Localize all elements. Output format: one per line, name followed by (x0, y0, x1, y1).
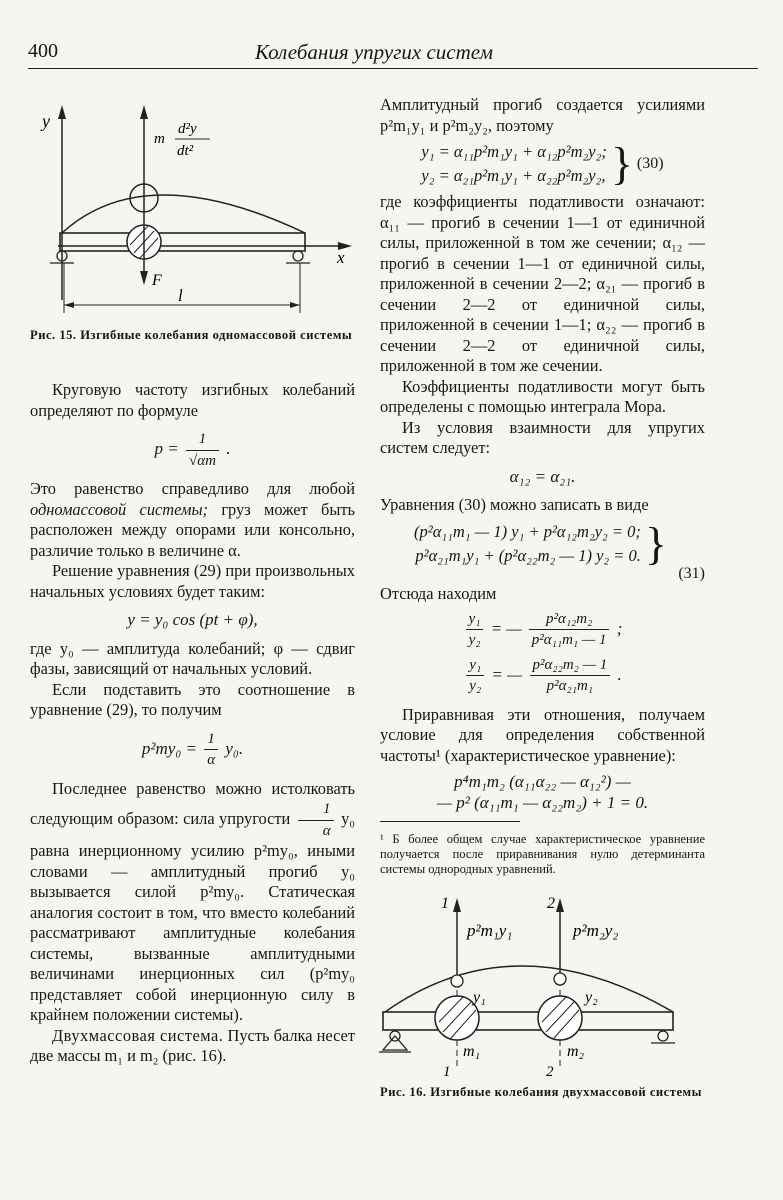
y-axis-arrow (58, 105, 66, 119)
footnote-rule (380, 821, 520, 822)
label-dt2: dt² (177, 143, 194, 159)
label-y: y (42, 111, 50, 131)
paragraph: Круговую частоту изгибных колебаний определяют по формуле (30, 380, 355, 420)
left-column (30, 380, 355, 1067)
paragraph: Приравнивая эти отношения, получаем условие для определения собственной частоты¹ (характеристическое уравнение): (380, 704, 705, 765)
label-d2y: d²y (178, 121, 197, 137)
label-l: l (178, 286, 183, 305)
formula-solution: y = y₀ cos (pt + φ), (127, 610, 258, 629)
label-force-2: p²m₂y₂ (573, 921, 619, 940)
paragraph: Уравнения (30) можно записать в виде (380, 495, 649, 514)
paragraph: Из условия взаимности для упругих систем следует: (380, 417, 705, 457)
deflection-curve (62, 195, 305, 233)
label-y1: y₁ (473, 989, 486, 1006)
paragraph: Двухмассовая система. Пусть балка несет две массы m₁ и m₂ (рис. 16). (30, 1025, 355, 1065)
formula-frequency: p = $\frac{1}{√\alpha m}$ . (154, 431, 231, 469)
figure-15 (30, 95, 370, 325)
running-title: Колебания упругих систем (255, 40, 493, 64)
label-m: m (154, 131, 165, 147)
paragraph: Если подставить это соотношение в уравнение (29), то получим (30, 679, 355, 719)
deflection-curve (385, 966, 673, 1012)
support-right (293, 251, 303, 261)
beam (383, 1012, 673, 1030)
paragraph: где коэффициенты податливости означают: α₁₁ — прогиб в сечении 1—1 от единичной силы, приложенной в том же сечении; α₁₂ — прогиб в сечении 1—1 от единичной силы, приложенной в сечении 2—2; α₂₁ — прогиб в сечении 2—2 от единичной силы, приложенной в сечении 1—1; α₂₂ — прогиб в сечении 2—2 от единичной силы, приложенной в том же сечении. (380, 192, 705, 375)
label-y2: y₂ (585, 989, 598, 1006)
beam (60, 233, 305, 251)
support-right (658, 1031, 668, 1041)
figure-15-caption: Рис. 15. Изгибные колебания одномассовой системы (30, 328, 353, 342)
equation-30: y₁ = α₁₁p²m₁y₁ + α₁₂p²m₂y₂; y₂ = α₂₁p²m₁y₁ + α₂₂p²m₂y₂, } (30) (421, 138, 664, 189)
characteristic-equation: p⁴m₁m₂ (α₁₁α₂₂ — α₁₂²) — — p² (α₁₁m₁ — α₂₂m₂) + 1 = 0. (436, 772, 649, 812)
paragraph: Отсюда находим (380, 584, 497, 603)
label-force-1: p²m₁y₁ (467, 921, 513, 940)
ratio-2: $\frac{\text{y₁}}{\text{y₂}}$ = — $\frac{\text{p²α₂₂m₂ — 1}}{\text{p²α₂₁m₁}}$ . (380, 655, 705, 697)
label-section-1: 1 (441, 895, 449, 912)
equation-31: (p²α₁₁m₁ — 1) y₁ + p²α₁₂m₂y₂ = 0; p²α₂₁m₁y₁ + (p²α₂₂m₂ — 1) y₂ = 0. } (414, 517, 667, 569)
page-number: 400 (28, 40, 58, 62)
paragraph: Решение уравнения (29) при произвольных начальных условиях будет таким: (30, 561, 355, 601)
label-section-1-bottom: 1 (443, 1064, 451, 1080)
formula-substitution: p²my₀ = $\frac{1}{\alpha}$ y₀. (141, 730, 244, 768)
paragraph: где y₀ — амплитуда колебаний; φ — сдвиг фазы, зависящий от начальных условий. (30, 638, 355, 678)
paragraph: Последнее равенство можно истолковать следующим образом: сила упругости $\frac{1}{\alpha}$ y₀ равна инерционному усилию p²my₀, иными словами — амплитудный прогиб y₀ вызывается силой p²my₀. Статическая аналогия состоит в том, что вместо колебаний рассматривают амплитудные колебания системы, вызванные амплитудными величинами инерционных сил (p²my₀ представляет собой инерционную силу в крайнем положении системы). (30, 778, 355, 1024)
label-section-2-bottom: 2 (546, 1064, 554, 1080)
label-F: F (152, 272, 162, 289)
label-x: x (337, 248, 345, 267)
label-m2: m₂ (567, 1043, 585, 1060)
right-column (380, 95, 705, 877)
ratio-1: $\frac{\text{y₁}}{\text{y₂}}$ = — $\frac{\text{p²α₁₂m₂}}{\text{p²α₁₁m₁ — 1}}$ ; (380, 609, 705, 651)
paragraph: Амплитудный прогиб создается усилиями p²m₁y₁ и p²m₂y₂, поэтому (380, 95, 705, 135)
equation-31-number: (31) (678, 564, 705, 582)
paragraph: Это равенство справедливо для любой одномассовой системы; груз может быть расположен между опорами или консольно, различие только в величине α. (30, 479, 355, 560)
figure-16-caption: Рис. 16. Изгибные колебания двухмассовой системы (380, 1085, 702, 1099)
formula-reciprocity: α₁₂ = α₂₁. (509, 466, 576, 486)
footnote: ¹ Б более общем случае характеристическое уравнение получается после приравнивания нулю детерминанта системы однородных уравнений. (380, 832, 705, 876)
paragraph: Коэффициенты податливости могут быть определены с помощью интеграла Мора. (380, 376, 705, 416)
header-rule (28, 68, 758, 69)
label-section-2: 2 (547, 895, 555, 912)
label-m1: m₁ (463, 1043, 481, 1060)
figure-16 (375, 890, 695, 1080)
